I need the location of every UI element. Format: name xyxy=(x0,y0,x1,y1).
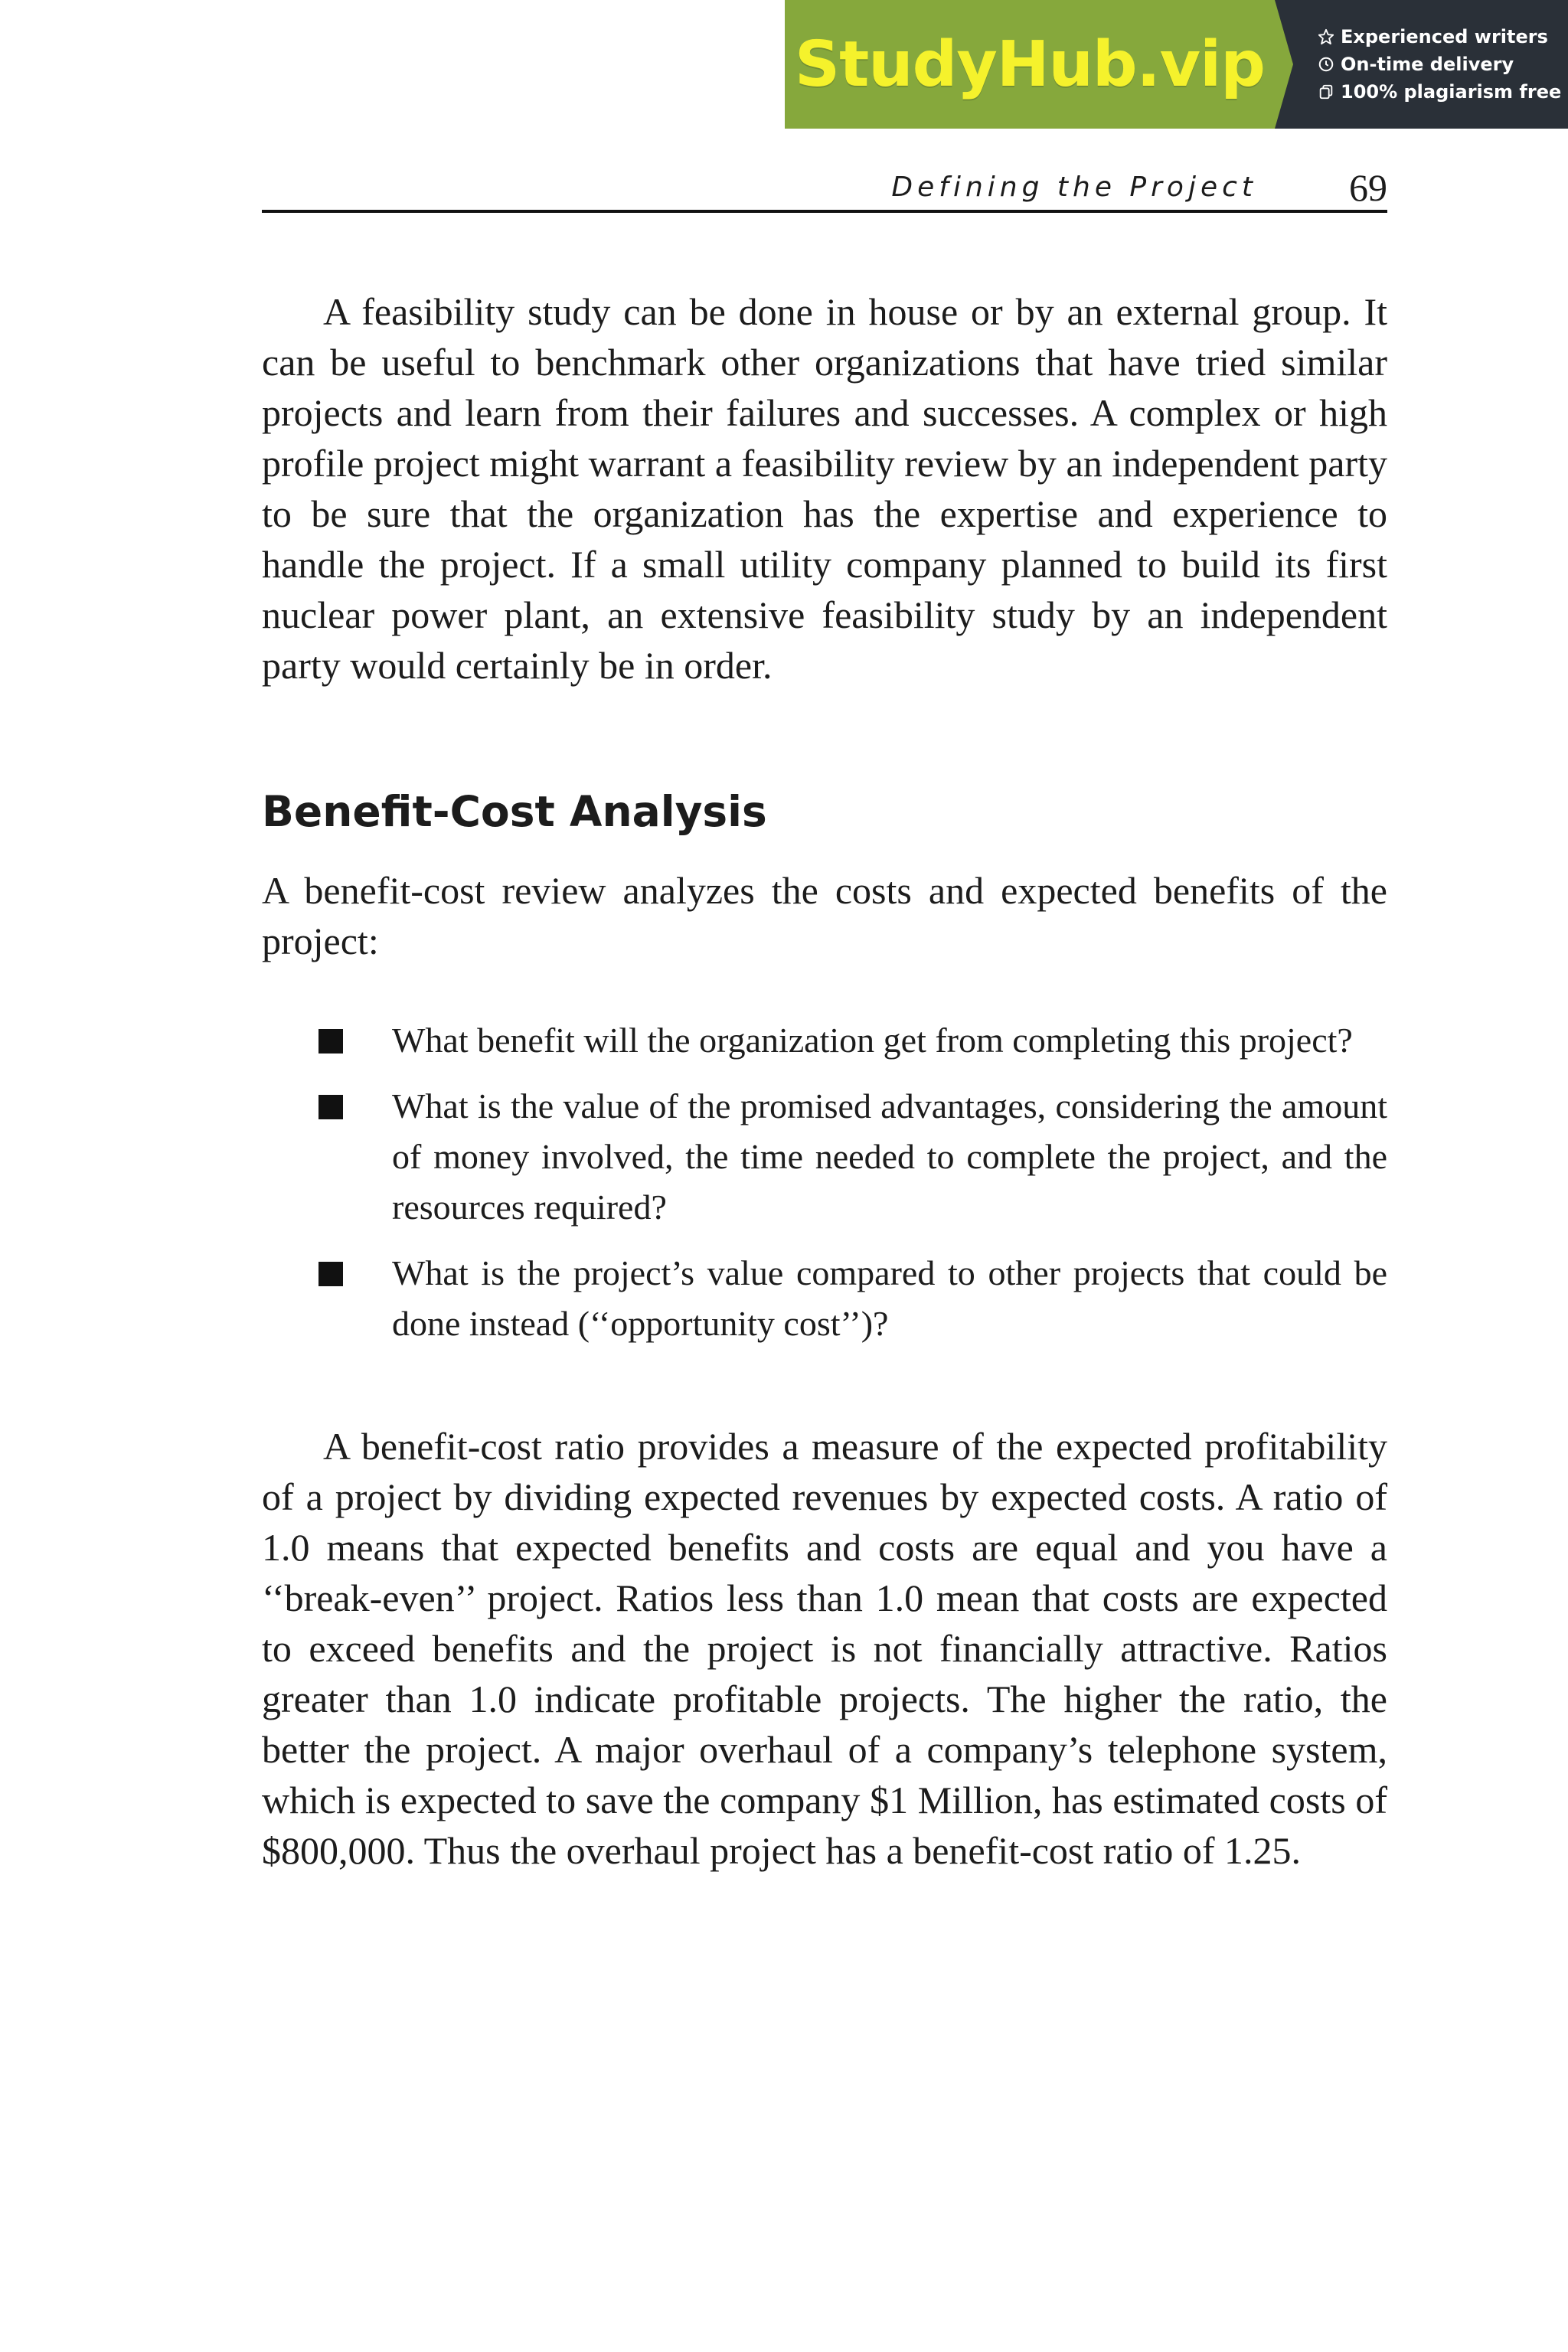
list-item-text: What is the project’s value compared to other projects that could be done instead (‘‘opportunity cost’’)? xyxy=(392,1253,1387,1343)
list-item xyxy=(262,1081,1387,1233)
list-item xyxy=(262,1248,1387,1349)
list-item-text: What is the value of the promised advantages, considering the amount of money involved, the time needed to complete the project, and the resources required? xyxy=(392,1086,1387,1227)
running-header xyxy=(262,162,1387,213)
question-list xyxy=(262,1015,1387,1349)
page-content xyxy=(262,286,1387,1876)
feature-label: On-time delivery xyxy=(1341,54,1514,75)
running-title: Defining the Project xyxy=(891,172,1257,203)
copy-icon xyxy=(1318,83,1334,100)
feature-label: Experienced writers xyxy=(1341,26,1548,47)
banner-features-panel xyxy=(1275,0,1568,129)
banner-logo-panel[interactable] xyxy=(785,0,1275,129)
star-icon xyxy=(1318,28,1334,45)
section-heading: Benefit-Cost Analysis xyxy=(262,787,767,836)
feature-label: 100% plagiarism free xyxy=(1341,81,1562,103)
square-bullet-icon xyxy=(318,1029,343,1054)
feature-experienced-writers xyxy=(1318,26,1568,47)
square-bullet-icon xyxy=(318,1262,343,1286)
intro-paragraph: A benefit-cost review analyzes the costs and expected benefits of the project: xyxy=(262,869,1387,962)
ad-banner[interactable] xyxy=(785,0,1568,129)
list-item-text: What benefit will the organization get from completing this project? xyxy=(392,1021,1353,1060)
list-item xyxy=(262,1015,1387,1066)
feature-on-time-delivery xyxy=(1318,54,1568,75)
feature-plagiarism-free xyxy=(1318,81,1568,103)
page-number: 69 xyxy=(1349,166,1387,209)
square-bullet-icon xyxy=(318,1095,343,1119)
ratio-paragraph: A benefit-cost ratio provides a measure of the expected profitability of a project by dividing expected revenues by expected costs. A ratio of 1.0 means that expected benefits and costs are equal and you have a ‘‘break-even’’ project. Ratios less than 1.0 mean that costs are expected to exceed benefits and the project is not financially attractive. Ratios greater than 1.0 indicate profitable projects. The higher the ratio, the better the project. A major overhaul of a company’s telephone system, which is expected to save the company $1 Million, has estimated costs of $800,000. Thus the overhaul project has a benefit-cost ratio of 1.25. xyxy=(262,1425,1387,1872)
clock-icon xyxy=(1318,56,1334,73)
feasibility-paragraph: A feasibility study can be done in house or by an external group. It can be useful to benchmark other organizations that have tried similar projects and learn from their failures and successes. A complex or high profile project might warrant a feasibility review by an independent party to be sure that the organization has the expertise and experience to handle the project. If a small utility company planned to build its first nuclear power plant, an extensive feasibility study by an independent party would certainly be in order. xyxy=(262,290,1387,687)
studyhub-logo[interactable]: StudyHub.vip xyxy=(795,28,1265,101)
